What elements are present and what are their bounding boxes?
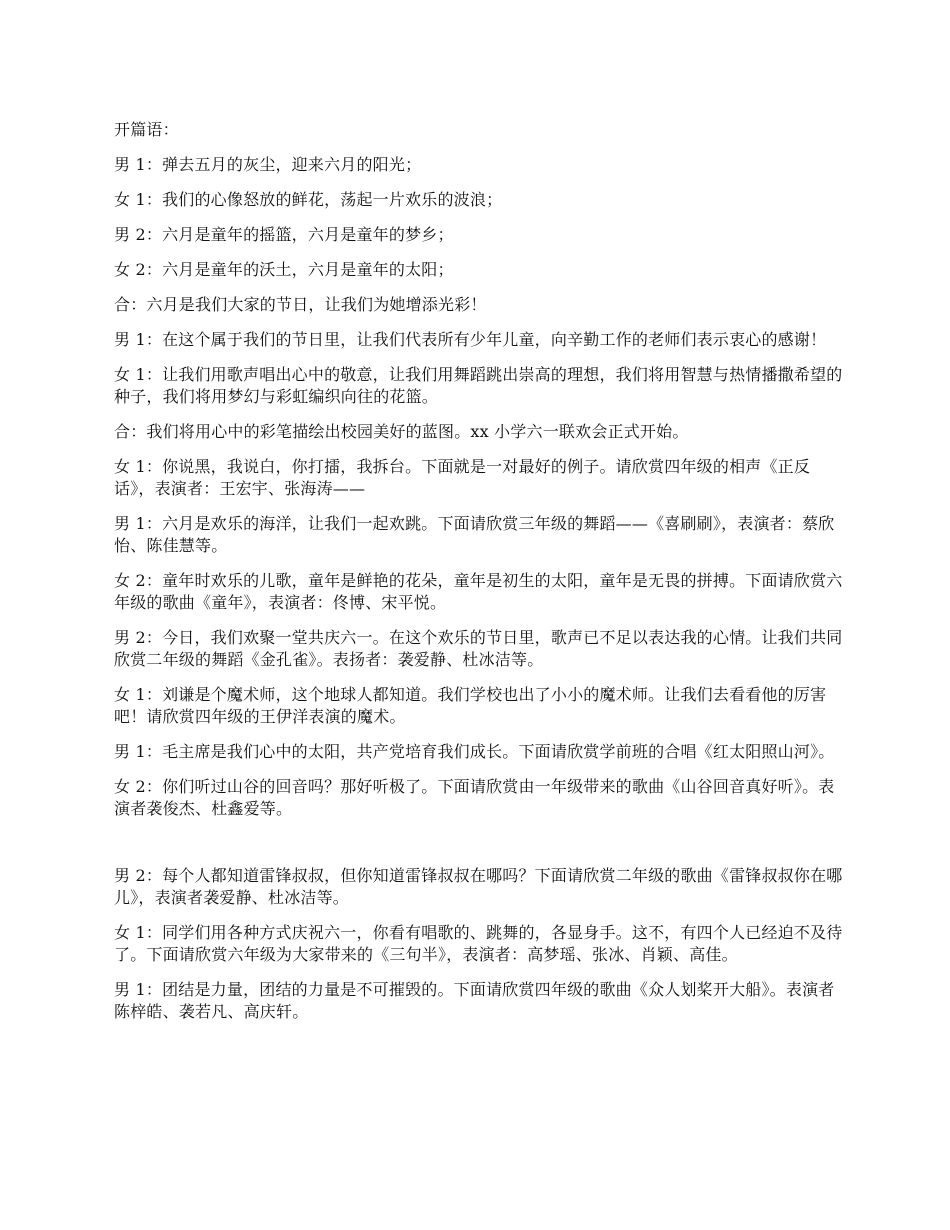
- paragraph: 男 1：六月是欢乐的海洋，让我们一起欢跳。下面请欣赏三年级的舞蹈——《喜刷刷》，表演者：蔡欣怡、陈佳慧等。: [114, 514, 835, 555]
- paragraph: 女 1：刘谦是个魔术师，这个地球人都知道。我们学校也出了小小的魔术师。让我们去看看他的厉害吧！请欣赏四年级的王伊洋表演的魔术。: [114, 685, 827, 726]
- section-heading: 开篇语：: [114, 120, 179, 139]
- paragraph: 女 1：让我们用歌声唱出心中的敬意，让我们用舞蹈跳出崇高的理想，我们将用智慧与热情播撒希望的种子，我们将用梦幻与彩虹编织向往的花篮。: [114, 365, 843, 406]
- paragraph: 男 1：团结是力量，团结的力量是不可摧毁的。下面请欣赏四年级的歌曲《众人划桨开大船》。表演者陈梓皓、袭若凡、高庆轩。: [114, 980, 835, 1021]
- paragraph: 男 2：六月是童年的摇篮，六月是童年的梦乡；: [114, 225, 454, 244]
- paragraph: 女 1：我们的心像怒放的鲜花，荡起一片欢乐的波浪；: [114, 190, 503, 209]
- paragraph: 合：我们将用心中的彩笔描绘出校园美好的蓝图。xx 小学六一联欢会正式开始。: [114, 422, 689, 441]
- paragraph: 女 2：童年时欢乐的儿歌，童年是鲜艳的花朵，童年是初生的太阳，童年是无畏的拼搏。下面请欣赏六年级的歌曲《童年》，表演者：佟博、宋平悦。: [114, 571, 843, 612]
- paragraph: 男 1：毛主席是我们心中的太阳，共产党培育我们成长。下面请欣赏学前班的合唱《红太阳照山河》。: [114, 742, 835, 761]
- document-body: [114, 119, 844, 1036]
- paragraph: 男 2：今日，我们欢聚一堂共庆六一。在这个欢乐的节日里，歌声已不足以表达我的心情。让我们共同欣赏二年级的舞蹈《金孔雀》。表扬者：袭爱静、杜冰洁等。: [114, 628, 843, 669]
- paragraph: 男 1：弹去五月的灰尘，迎来六月的阳光；: [114, 155, 422, 174]
- paragraph: 男 1：在这个属于我们的节日里，让我们代表所有少年儿童，向辛勤工作的老师们表示衷心的感谢！: [114, 330, 827, 349]
- paragraph: 合：六月是我们大家的节日，让我们为她增添光彩！: [114, 295, 487, 314]
- section-gap: [114, 833, 844, 865]
- paragraph: 女 2：你们听过山谷的回音吗？那好听极了。下面请欣赏由一年级带来的歌曲《山谷回音真好听》。表演者袭俊杰、杜鑫爱等。: [114, 777, 835, 818]
- paragraph: 女 2：六月是童年的沃土，六月是童年的太阳；: [114, 260, 454, 279]
- paragraph: 女 1：同学们用各种方式庆祝六一，你看有唱歌的、跳舞的，各显身手。这不，有四个人已经迫不及待了。下面请欣赏六年级为大家带来的《三句半》，表演者：高梦瑶、张冰、肖颖、高佳。: [114, 923, 843, 964]
- paragraph: 男 2：每个人都知道雷锋叔叔，但你知道雷锋叔叔在哪吗？下面请欣赏二年级的歌曲《雷锋叔叔你在哪儿》，表演者袭爱静、杜冰洁等。: [114, 866, 843, 907]
- paragraph: 女 1：你说黑，我说白，你打擂，我拆台。下面就是一对最好的例子。请欣赏四年级的相声《正反话》，表演者：王宏宇、张海涛——: [114, 457, 811, 498]
